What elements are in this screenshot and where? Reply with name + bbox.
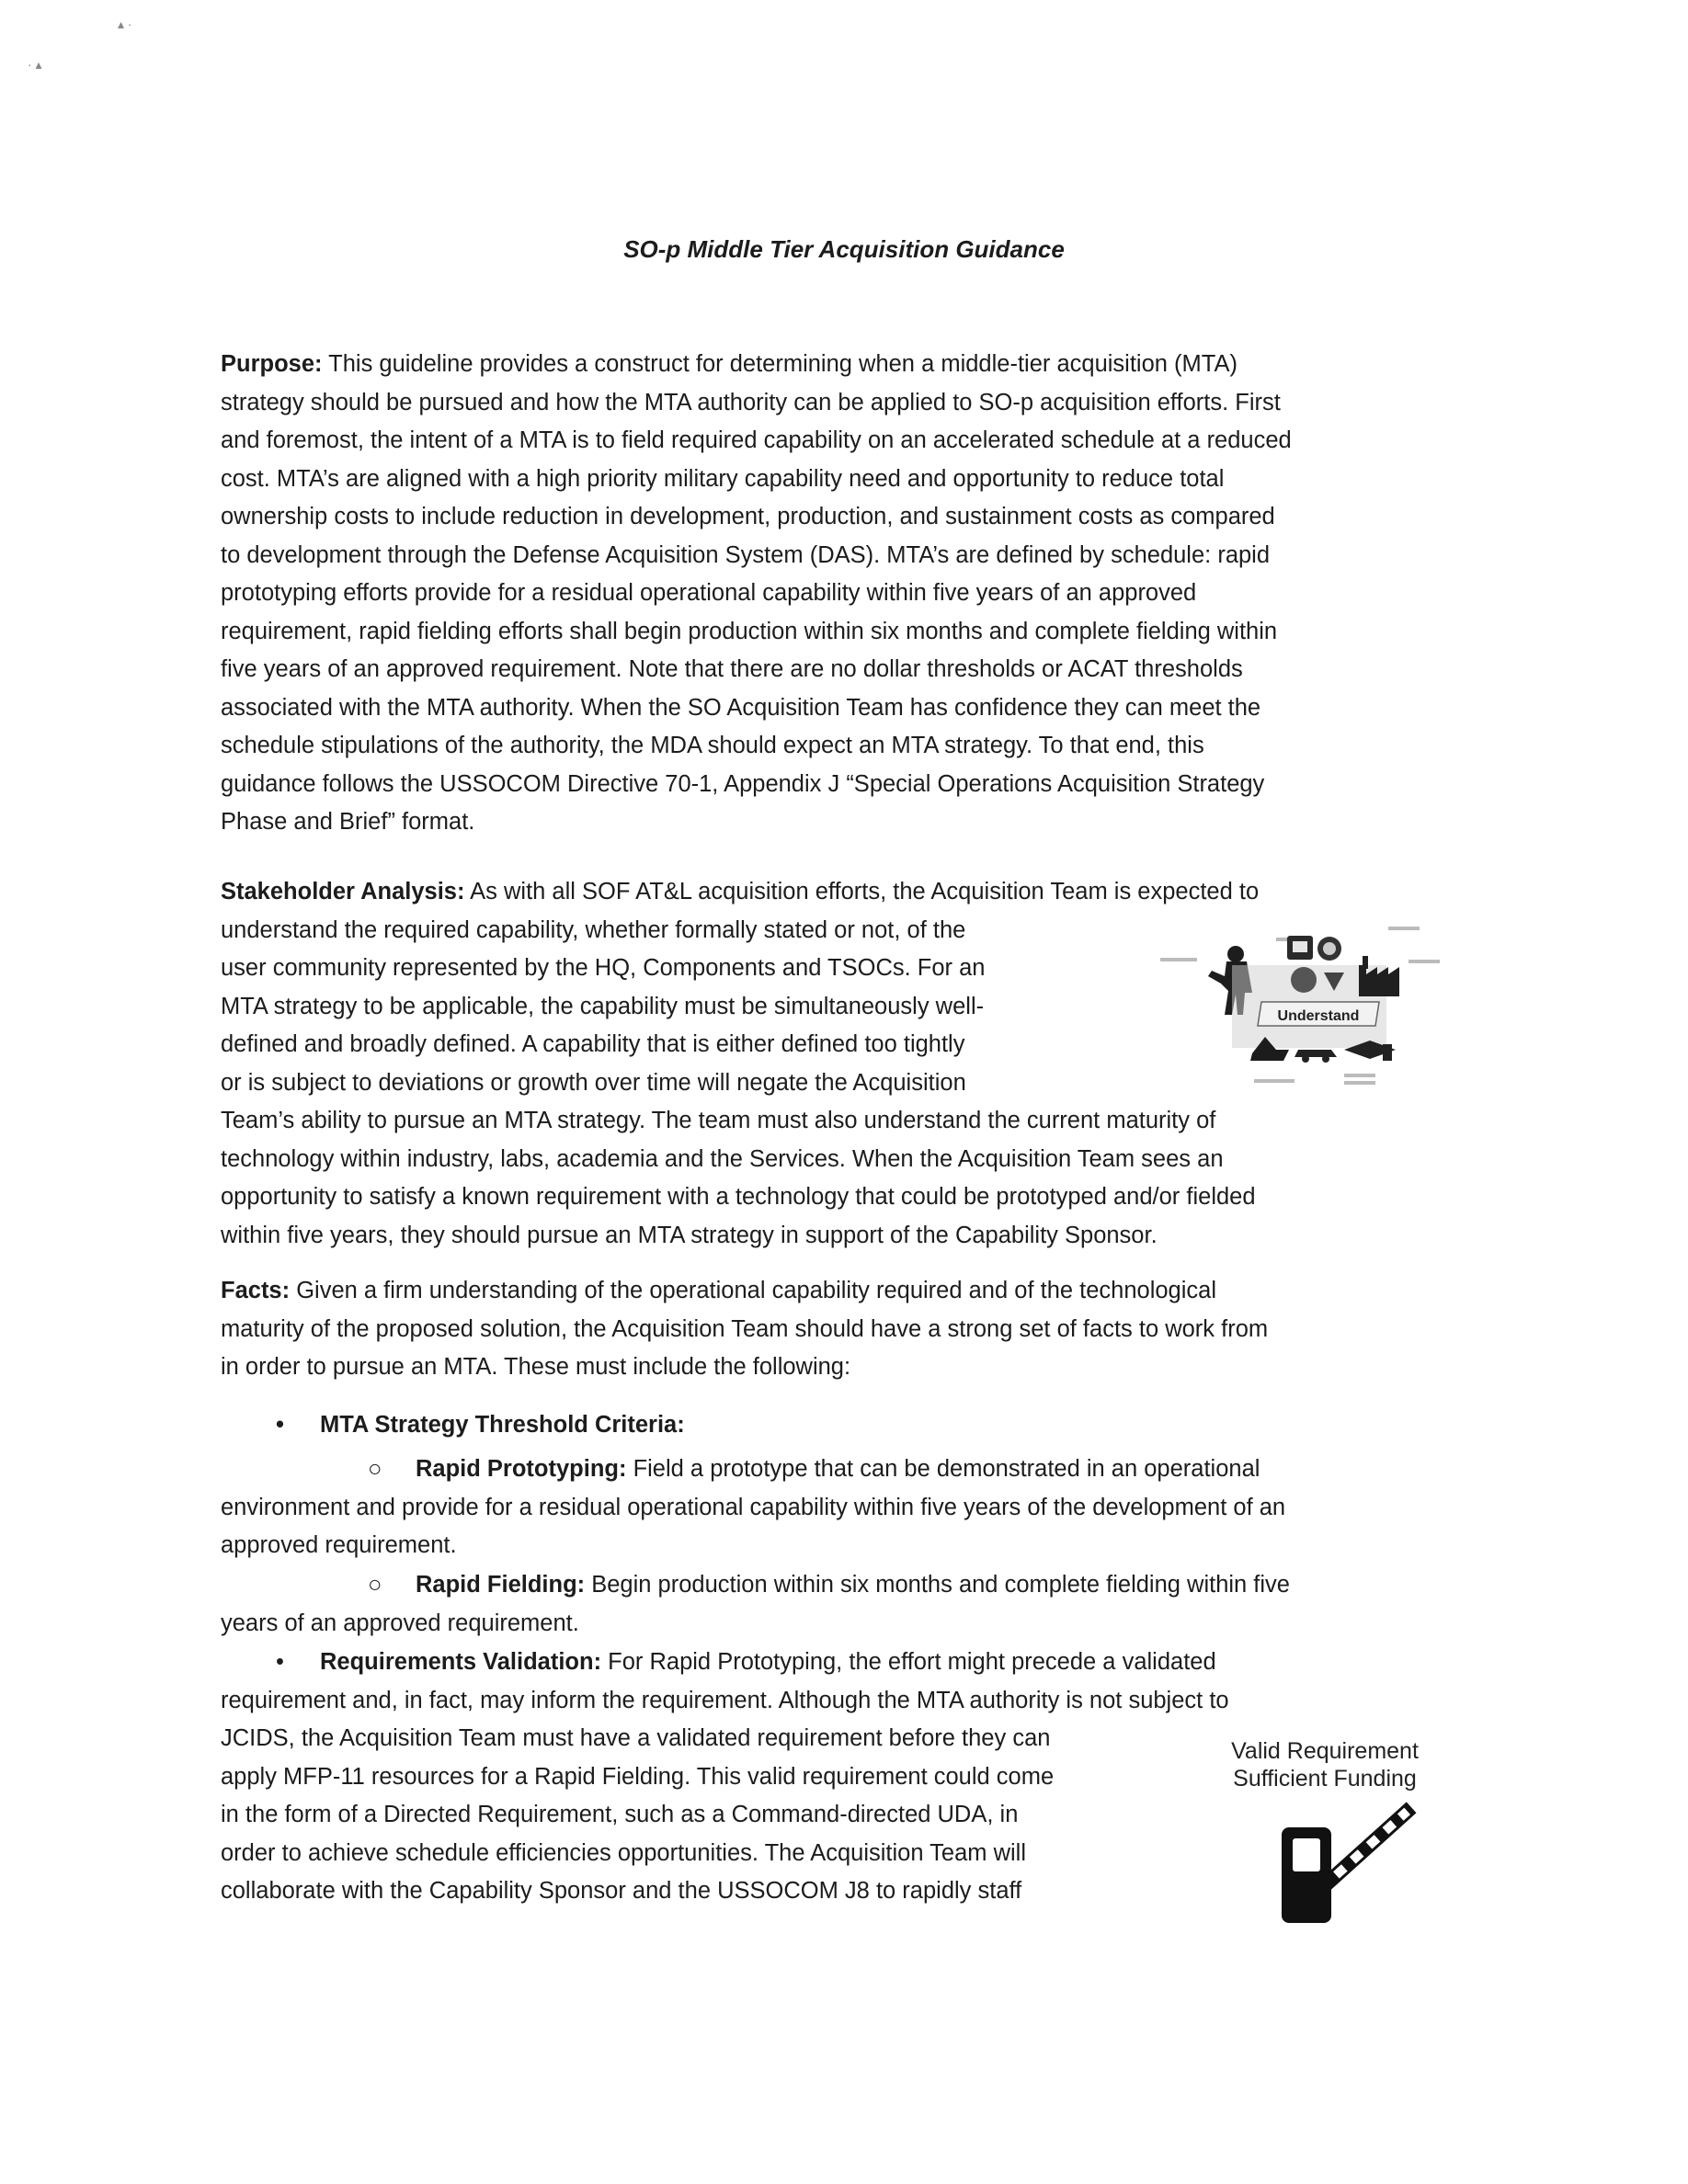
facts-line: in order to pursue an MTA. These must include the following: <box>221 1354 851 1380</box>
facts-line: Facts: Given a firm understanding of the operational capability required and of the technological <box>221 1278 1216 1303</box>
stakeholder-line: understand the required capability, whether formally stated or not, of the <box>221 916 966 943</box>
industry-factory-icon <box>1359 956 1399 996</box>
facts-line: maturity of the proposed solution, the Acquisition Team should have a strong set of facts to work from <box>221 1315 1269 1342</box>
facts-label: Facts: <box>221 1278 291 1303</box>
bullet-marker: • <box>276 1412 284 1438</box>
sub-bullet-marker: ○ <box>368 1572 382 1598</box>
criteria-bullet-item <box>276 1412 685 1439</box>
requirements-line: JCIDS, the Acquisition Team must have a validated requirement before they can <box>221 1725 1051 1751</box>
purpose-paragraph <box>221 346 1471 842</box>
sub-bullet-marker: ○ <box>368 1456 382 1482</box>
purpose-line: guidance follows the USSOCOM Directive 70-1, Appendix J “Special Operations Acquisition Strategy <box>221 770 1265 797</box>
requirements-line: in the form of a Directed Requirement, such as a Command-directed UDA, in <box>221 1802 1019 1827</box>
stakeholder-line: MTA strategy to be applicable, the capability must be simultaneously well- <box>221 993 985 1019</box>
stakeholder-line: or is subject to deviations or growth over time will negate the Acquisition <box>221 1069 966 1096</box>
rapid-fielding-line: years of an approved requirement. <box>221 1610 579 1636</box>
rapid-prototyping-line: approved requirement. <box>221 1532 457 1558</box>
purpose-line: to development through the Defense Acquisition System (DAS). MTA’s are defined by schedule: rapid <box>221 541 1271 568</box>
purpose-line: Purpose: This guideline provides a construct for determining when a middle-tier acquisition (MTA) <box>221 351 1237 377</box>
rapid-prototyping-label: Rapid Prototyping: <box>416 1456 627 1482</box>
rapid-fielding-label: Rapid Fielding: <box>416 1572 586 1598</box>
hq-emblem-icon <box>1287 936 1313 960</box>
document-title: SO-p Middle Tier Acquisition Guidance <box>623 235 1065 263</box>
facts-paragraph <box>221 1272 1471 1387</box>
stakeholder-understand-figure <box>1151 919 1447 1090</box>
scan-artifact-mark: ▴ · <box>118 17 132 31</box>
scan-artifact-mark: · ▴ <box>28 57 42 72</box>
stakeholder-line: within five years, they should pursue an MTA strategy in support of the Capability Sponsor. <box>221 1222 1158 1248</box>
purpose-line: strategy should be pursued and how the MTA authority can be applied to SO-p acquisition efforts. First <box>221 389 1281 415</box>
toll-gate-barrier-icon <box>1274 1802 1440 1925</box>
rapid-prototyping-item: ○ Rapid Prototyping: Field a prototype that can be demonstrated in an operational environment and provide for a residual operational capability within five years of the development of an approved requirement. <box>221 1450 1471 1565</box>
vehicle-icon <box>1295 1050 1337 1063</box>
rapid-prototyping-line: environment and provide for a residual operational capability within five years of the development of an <box>221 1494 1286 1520</box>
requirements-line: requirement and, in fact, may inform the requirement. Although the MTA authority is not subject to <box>221 1687 1229 1713</box>
valid-requirement-figure <box>1210 1737 1440 1925</box>
purpose-line: requirement, rapid fielding efforts shall begin production within six months and complete fielding within <box>221 618 1278 644</box>
stakeholder-line: technology within industry, labs, academia and the Services. When the Acquisition Team sees an <box>221 1145 1224 1172</box>
purpose-line: associated with the MTA authority. When the SO Acquisition Team has confidence they can meet the <box>221 694 1261 721</box>
stakeholder-line: opportunity to satisfy a known requirement with a technology that could be prototyped and/or fielded <box>221 1184 1256 1210</box>
valid-requirement-label: Valid Requirement <box>1231 1738 1419 1764</box>
understand-banner <box>1258 1002 1379 1026</box>
purpose-line: cost. MTA’s are aligned with a high priority military capability need and opportunity to reduce total <box>221 465 1225 492</box>
requirements-line: order to achieve schedule efficiencies opportunities. The Acquisition Team will <box>221 1839 1027 1866</box>
purpose-line: schedule stipulations of the authority, the MDA should expect an MTA strategy. To that end, this <box>221 733 1204 758</box>
stakeholder-label: Stakeholder Analysis: <box>221 879 465 904</box>
stakeholder-line: defined and broadly defined. A capability that is either defined too tightly <box>221 1031 965 1057</box>
purpose-line: and foremost, the intent of a MTA is to field required capability on an accelerated schedule at a reduced <box>221 427 1292 453</box>
requirements-line: collaborate with the Capability Sponsor and the USSOCOM J8 to rapidly staff <box>221 1878 1022 1904</box>
stakeholder-line: Team’s ability to pursue an MTA strategy. The team must also understand the current maturity of <box>221 1108 1216 1133</box>
component-emblem-icon <box>1317 937 1341 961</box>
purpose-line: prototyping efforts provide for a residual operational capability within five years of an approved <box>221 580 1197 606</box>
stakeholder-line: Stakeholder Analysis: As with all SOF AT&L acquisition efforts, the Acquisition Team is expected to <box>221 879 1260 904</box>
purpose-line: Phase and Brief” format. <box>221 809 475 835</box>
criteria-label: MTA Strategy Threshold Criteria: <box>320 1412 685 1438</box>
bullet-marker: • <box>276 1649 284 1675</box>
purpose-line: ownership costs to include reduction in development, production, and sustainment costs as compared <box>221 504 1275 529</box>
requirements-validation-item: • Requirements Validation: For Rapid Prototyping, the effort might precede a validated requirement and, in fact, may inform the requirement. Although the MTA authority is not subject to JCIDS, the Acquisition Team must have a validated requirement before they can apply MFP-11 resources for a Rapid Fielding. This valid requirement could come in the form of a Directed Requirement, such as a Command-directed UDA, in order to achieve schedule efficiencies opportunities. The Acquisition Team will collaborate with the Capability Sponsor and the USSOCOM J8 to rapidly staff <box>221 1644 1471 1911</box>
sufficient-funding-label: Sufficient Funding <box>1233 1766 1417 1792</box>
understand-label: Understand <box>1277 1008 1360 1024</box>
requirements-line: apply MFP-11 resources for a Rapid Fielding. This valid requirement could come <box>221 1763 1055 1790</box>
rapid-fielding-item: ○ Rapid Fielding: Begin production within six months and complete fielding within five years of an approved requirement. <box>221 1566 1471 1643</box>
requirements-validation-label: Requirements Validation: <box>320 1649 602 1675</box>
purpose-line: five years of an approved requirement. Note that there are no dollar thresholds or ACAT thresholds <box>221 656 1243 682</box>
stakeholder-line: user community represented by the HQ, Components and TSOCs. For an <box>221 955 986 981</box>
purpose-label: Purpose: <box>221 351 323 377</box>
